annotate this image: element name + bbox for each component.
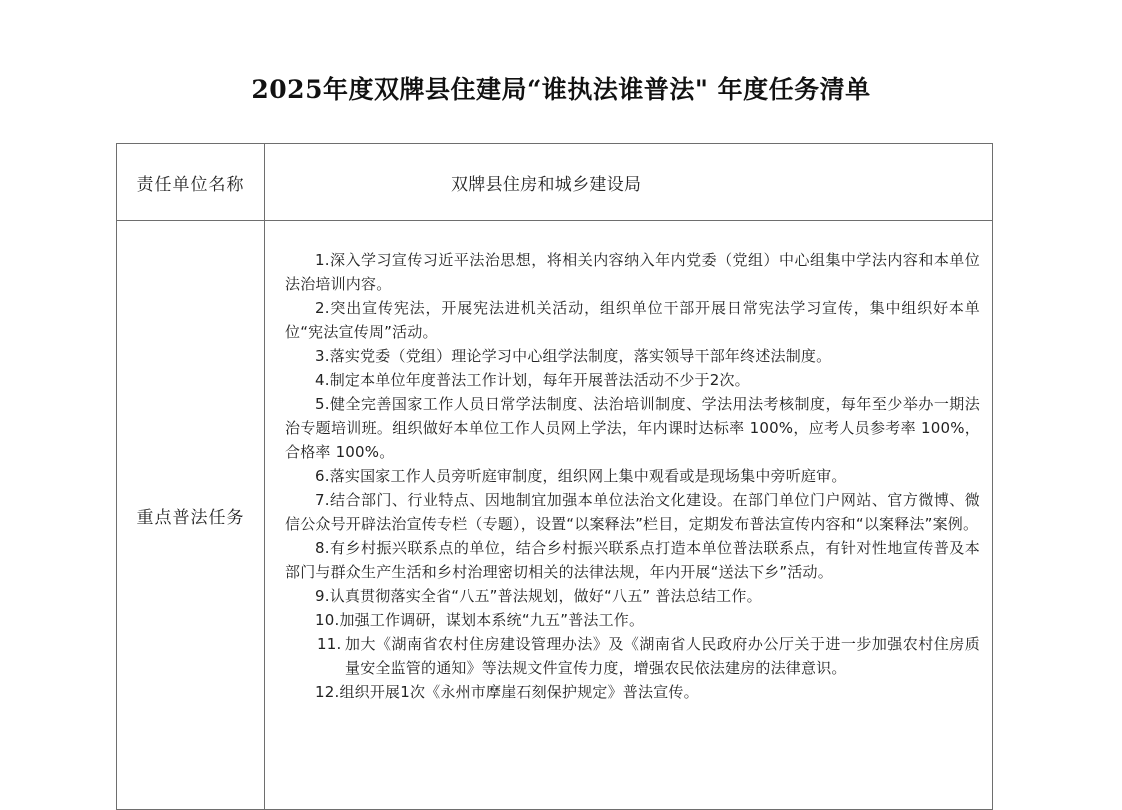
- responsible-unit-row: [117, 144, 993, 221]
- document-title: 2025年度双牌县住建局“谁执法谁普法" 年度任务清单: [251, 75, 871, 104]
- key-tasks-content: [265, 221, 993, 810]
- task-list-table: [116, 143, 993, 810]
- key-tasks-row: [117, 221, 993, 810]
- task-item-11-text: 加大《湖南省农村住房建设管理办法》及《湖南省人民政府办公厅关于进一步加强农村住房质量安全监管的通知》等法规文件宣传力度，增强农民依法建房的法律意识。: [345, 635, 980, 677]
- responsible-unit-value: 双牌县住房和城乡建设局: [265, 144, 993, 221]
- task-item-12: 12.组织开展1次《永州市摩崖石刻保护规定》普法宣传。: [315, 683, 699, 701]
- task-item-10: 10.加强工作调研，谋划本系统“九五”普法工作。: [315, 611, 645, 629]
- task-item-4: 4.制定本单位年度普法工作计划，每年开展普法活动不少于2次。: [315, 371, 750, 389]
- responsible-unit-label: 责任单位名称: [117, 144, 265, 221]
- task-item-2: 2.突出宣传宪法，开展宪法进机关活动，组织单位干部开展日常宪法学习宣传，集中组织好本单位“宪法宣传周”活动。: [285, 299, 980, 341]
- task-item-3: 3.落实党委（党组）理论学习中心组学法制度，落实领导干部年终述法制度。: [315, 347, 832, 365]
- task-item-5: 5.健全完善国家工作人员日常学法制度、法治培训制度、学法用法考核制度，每年至少举办一期法治专题培训班。组织做好本单位工作人员网上学法，年内课时达标率 100%，应考人员参考率 100%，合格率 100%。: [285, 395, 980, 461]
- key-tasks-label: 重点普法任务: [117, 221, 265, 810]
- task-item-1: 1.深入学习宣传习近平法治思想，将相关内容纳入年内党委（党组）中心组集中学法内容和本单位法治培训内容。: [285, 251, 980, 293]
- task-item-8: 8.有乡村振兴联系点的单位，结合乡村振兴联系点打造本单位普法联系点，有针对性地宣传普及本部门与群众生产生活和乡村治理密切相关的法律法规，年内开展“送法下乡”活动。: [285, 539, 980, 581]
- task-item-7: 7.结合部门、行业特点、因地制宜加强本单位法治文化建设。在部门单位门户网站、官方微博、微信公众号开辟法治宣传专栏（专题），设置“以案释法”栏目，定期发布普法宣传内容和“以案释法”案例。: [285, 491, 980, 533]
- task-item-11-number: 11.: [317, 635, 342, 653]
- task-item-9: 9.认真贯彻落实全省“八五”普法规划，做好“八五” 普法总结工作。: [315, 587, 762, 605]
- task-item-6: 6.落实国家工作人员旁听庭审制度，组织网上集中观看或是现场集中旁听庭审。: [315, 467, 847, 485]
- task-item-11: [285, 632, 980, 680]
